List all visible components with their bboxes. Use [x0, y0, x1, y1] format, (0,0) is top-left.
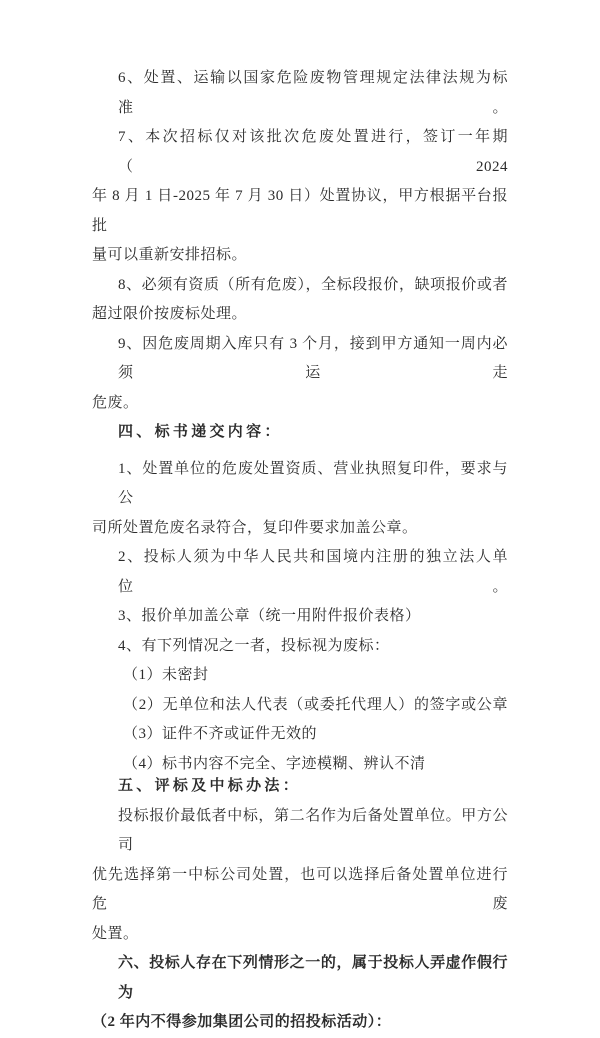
text-line-sub1: 1、处置单位的危废处置资质、营业执照复印件，要求与公 — [118, 460, 508, 506]
text-line-case4: （4）标书内容不完全、字迹模糊、辨认不清 — [123, 755, 426, 772]
text-line-sub1-end: 司所处置危废名录符合，复印件要求加盖公章。 — [92, 519, 418, 536]
text-line-case1: （1）未密封 — [123, 667, 209, 683]
text-line-item6: 6、处置、运输以国家危险废物管理规定法律法规为标准。 — [118, 70, 508, 116]
text-line-case3: （3）证件不齐或证件无效的 — [123, 726, 318, 742]
text-line-case2: （2）无单位和法人代表（或委托代理人）的签字或公章 — [123, 696, 508, 713]
text-line-sub2: 2、投标人须为中华人民共和国境内注册的独立法人单位。 — [118, 549, 508, 595]
section-heading-5: 五、评标及中标办法： — [118, 778, 302, 794]
text-line-item7-end: 量可以重新安排招标。 — [92, 247, 248, 263]
section-heading-6: 六、投标人存在下列情形之一的，属于投标人弄虚作假行为 — [118, 955, 508, 1001]
text-line-item9: 9、因危废周期入库只有 3 个月，接到甲方通知一周内必须运走 — [118, 335, 508, 381]
text-line-item7-cont: 年 8 月 1 日-2025 年 7 月 30 日）处置协议，甲方根据平台报批 — [92, 188, 508, 234]
text-line-award1: 投标报价最低者中标，第二名作为后备处置单位。甲方公司 — [118, 807, 508, 853]
section-heading-4: 四、标书递交内容： — [118, 424, 283, 440]
section-heading-6-cont: （2 年内不得参加集团公司的招投标活动）： — [92, 1014, 392, 1030]
text-line-item7: 7、本次招标仅对该批次危废处置进行，签订一年期（2024 — [118, 129, 508, 175]
text-line-award2: 优先选择第一中标公司处置，也可以选择后备处置单位进行危废 — [92, 866, 508, 912]
text-line-item8: 8、必须有资质（所有危废），全标段报价，缺项报价或者 — [118, 276, 508, 293]
text-line-sub3: 3、报价单加盖公章（统一用附件报价表格） — [118, 608, 421, 624]
text-line-item9-end: 危废。 — [92, 394, 139, 411]
text-line-item8-end: 超过限价按废标处理。 — [92, 306, 248, 322]
text-line-sub4: 4、有下列情况之一者，投标视为废标： — [118, 637, 390, 654]
document-text-block — [92, 64, 508, 1038]
text-line-award-end: 处置。 — [92, 925, 139, 942]
